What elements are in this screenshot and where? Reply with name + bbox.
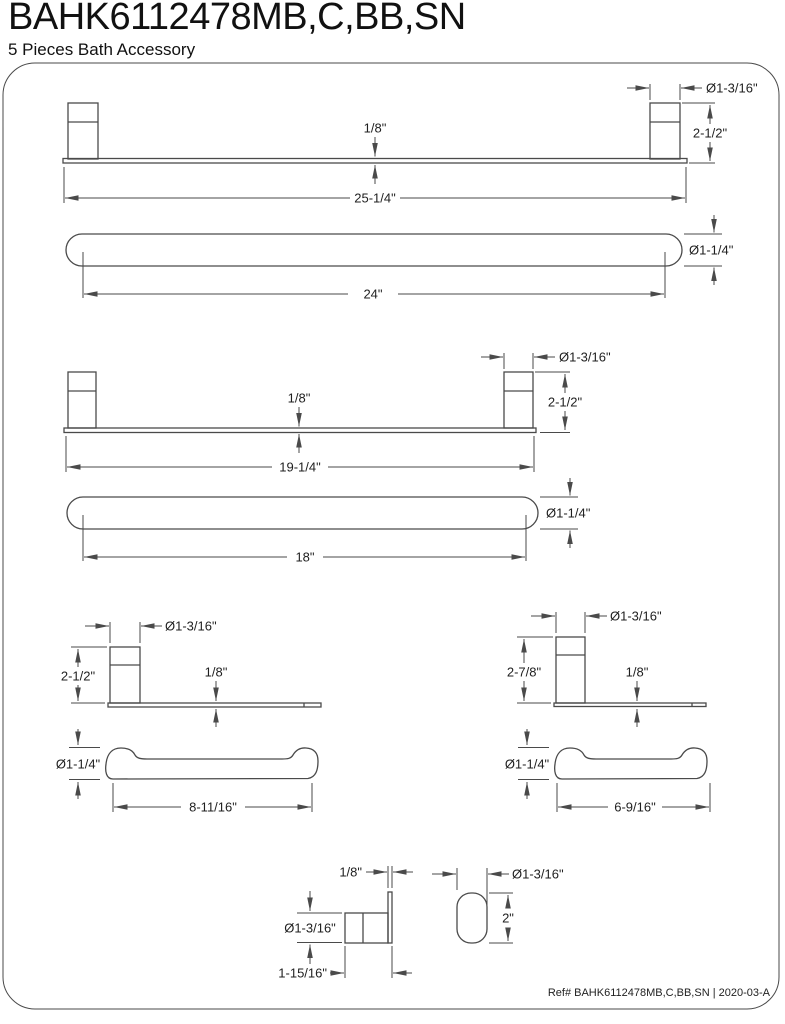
dim-label-post-height: 2-7/8" <box>506 664 542 680</box>
towel-bar-24-front-view <box>66 215 734 302</box>
robe-hook-front-view <box>432 867 564 944</box>
towel-holder-front-view <box>505 729 710 815</box>
page-subtitle: 5 Pieces Bath Accessory <box>8 40 196 59</box>
dim-label-bar-diameter: Ø1-1/4" <box>504 756 550 772</box>
dim-label-center-length: 24" <box>363 286 383 302</box>
dim-label-overall-length: 25-1/4" <box>354 190 396 206</box>
robe-hook-side-view <box>278 865 413 981</box>
dim-label-post-diameter: Ø1-3/16" <box>706 80 758 96</box>
dim-label-bar-diameter: Ø1-1/4" <box>546 505 591 521</box>
dim-label-bar-thickness: 1/8" <box>363 120 387 136</box>
dim-label-diameter: Ø1-3/16" <box>512 866 564 882</box>
dim-label-post-height: 2-1/2" <box>692 125 728 141</box>
dim-label-projection: 1-15/16" <box>278 965 327 981</box>
towel-bar-24-side-view <box>63 81 758 206</box>
dim-label-center-length: 18" <box>295 549 315 565</box>
dim-label-post-height: 2-1/2" <box>60 668 96 684</box>
dim-label-post-diameter: Ø1-3/16" <box>284 920 336 936</box>
dim-label-bar-thickness: 1/8" <box>625 664 649 680</box>
dim-label-post-diameter: Ø1-3/16" <box>165 618 217 634</box>
towel-bar-18-side-view <box>64 350 611 475</box>
dim-label-post-diameter: Ø1-3/16" <box>559 349 611 365</box>
towel-holder-side-view <box>507 609 706 728</box>
toilet-paper-holder-front-view <box>56 729 318 815</box>
dim-label-bar-thickness: 1/8" <box>287 390 311 406</box>
dim-label-bar-diameter: Ø1-1/4" <box>689 242 734 258</box>
dim-label-length: 8-11/16" <box>189 799 237 815</box>
dim-label-height: 2" <box>502 910 514 926</box>
page-title: BAHK6112478MB,C,BB,SN <box>8 0 466 38</box>
dim-label-length: 6-9/16" <box>614 799 656 815</box>
reference-number: Ref# BAHK6112478MB,C,BB,SN | 2020-03-A <box>547 987 770 999</box>
dim-label-bar-diameter: Ø1-1/4" <box>55 756 101 772</box>
toilet-paper-holder-side-view <box>61 619 321 728</box>
dim-label-post-diameter: Ø1-3/16" <box>610 608 662 624</box>
dim-label-overall-length: 19-1/4" <box>279 459 321 475</box>
dim-label-post-height: 2-1/2" <box>547 394 583 410</box>
towel-bar-18-front-view <box>67 478 591 565</box>
dim-label-bar-thickness: 1/8" <box>204 664 228 680</box>
dim-label-plate-thickness: 1/8" <box>339 864 362 880</box>
